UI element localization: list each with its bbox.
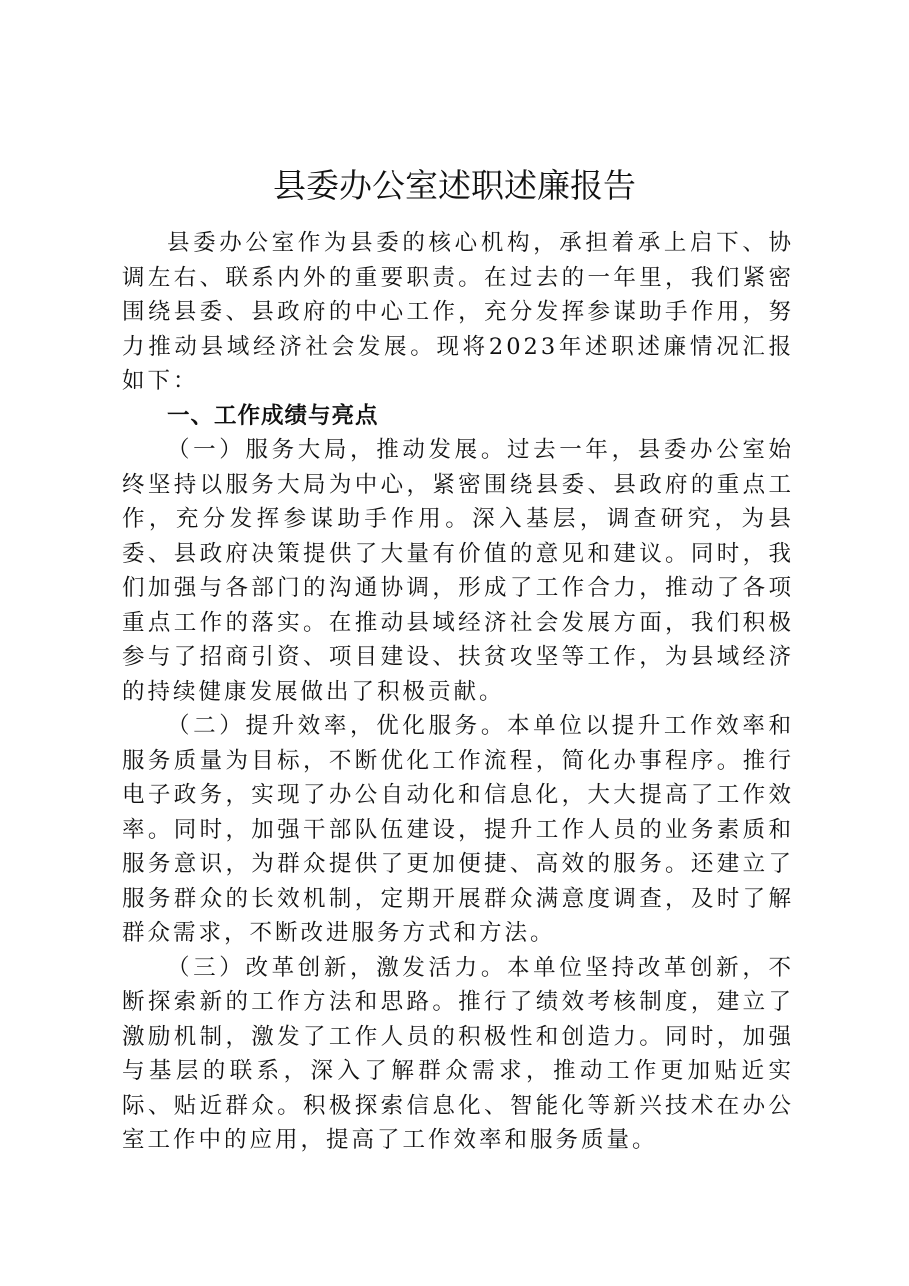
section-heading: 一、工作成绩与亮点 [167, 402, 379, 429]
body-paragraph-3: （三）改革创新，激发活力。本单位坚持改革创新，不断探索新的工作方法和思路。推行了绩效考核制度，建立了激励机制，激发了工作人员的积极性和创造力。同时，加强与基层的联系，深入了解群众需求，推动工作更加贴近实际、贴近群众。积极探索信息化、智能化等新兴技术在办公室工作中的应用，提高了工作效率和服务质量。 [122, 954, 794, 1153]
document-title: 县委办公室述职述廉报告 [273, 166, 636, 205]
intro-paragraph: 县委办公室作为县委的核心机构，承担着承上启下、协调左右、联系内外的重要职责。在过去的一年里，我们紧密围绕县委、县政府的中心工作，充分发挥参谋助手作用，努力推动县域经济社会发展。现将2023年述职述廉情况汇报如下： [122, 230, 794, 394]
body-paragraph-2: （二）提升效率，优化服务。本单位以提升工作效率和服务质量为目标，不断优化工作流程，简化办事程序。推行电子政务，实现了办公自动化和信息化，大大提高了工作效率。同时，加强干部队伍建设，提升工作人员的业务素质和服务意识，为群众提供了更加便捷、高效的服务。还建立了服务群众的长效机制，定期开展群众满意度调查，及时了解群众需求，不断改进服务方式和方法。 [122, 713, 794, 946]
document-body [122, 226, 794, 1158]
body-paragraph-1: （一）服务大局，推动发展。过去一年，县委办公室始终坚持以服务大局为中心，紧密围绕县委、县政府的重点工作，充分发挥参谋助手作用。深入基层，调查研究，为县委、县政府决策提供了大量有价值的意见和建议。同时，我们加强与各部门的沟通协调，形成了工作合力，推动了各项重点工作的落实。在推动县域经济社会发展方面，我们积极参与了招商引资、项目建设、扶贫攻坚等工作，为县域经济的持续健康发展做出了积极贡献。 [122, 437, 794, 705]
